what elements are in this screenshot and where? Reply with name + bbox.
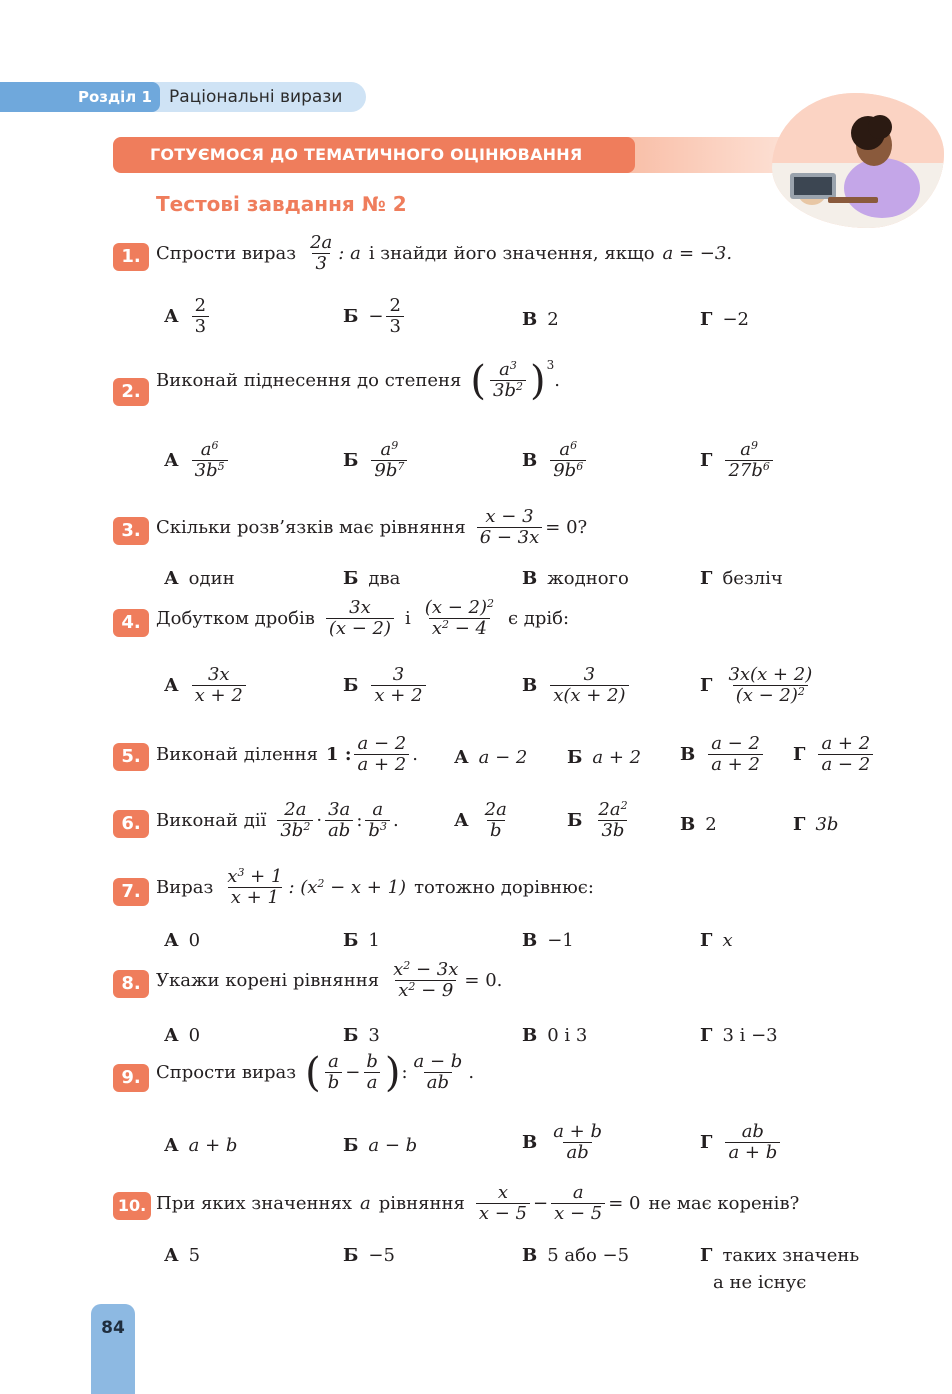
option-text: a + 2: [592, 747, 642, 768]
fraction: [595, 800, 630, 841]
left-paren: (: [470, 357, 486, 404]
option-letter: Б: [343, 450, 359, 472]
denominator: 3: [192, 316, 209, 337]
option-text: a + b: [188, 1135, 238, 1156]
option-a[interactable]: [164, 568, 235, 589]
variable: a: [360, 1193, 371, 1215]
denominator: x + 2: [192, 685, 246, 706]
denominator: a + 2: [708, 754, 763, 775]
question-text: є дріб:: [507, 608, 570, 630]
option-text: a − b: [368, 1135, 418, 1156]
option-letter: В: [522, 450, 538, 472]
punctuation: .: [554, 370, 560, 392]
question-number: 3.: [113, 517, 149, 545]
numerator: $a^6$: [559, 439, 578, 460]
left-paren: (: [305, 1049, 321, 1096]
fraction: [224, 867, 285, 908]
right-paren: ): [384, 1049, 401, 1096]
fraction: [725, 1122, 780, 1163]
option-letter: Г: [700, 930, 713, 951]
numerator: 2: [389, 295, 401, 316]
option-b[interactable]: [343, 930, 380, 951]
question-number: 5.: [113, 743, 149, 771]
option-c[interactable]: [522, 930, 574, 951]
option-letter: А: [454, 747, 469, 768]
section-label: Розділ 1: [0, 82, 160, 112]
question-number: 10.: [113, 1192, 151, 1220]
section-title: Раціональні вирази: [169, 87, 343, 107]
option-a[interactable]: [164, 296, 212, 337]
fraction: [307, 233, 335, 274]
denominator: $x^2 - 4$: [429, 618, 490, 639]
denominator: 3b: [598, 820, 627, 841]
option-letter: А: [454, 810, 469, 832]
question-8: [156, 960, 502, 1001]
numerator: $a^9$: [740, 439, 759, 460]
numerator: $x^3 + 1$: [227, 866, 283, 887]
option-text: безліч: [722, 568, 783, 589]
denominator: 6 − 3x: [477, 527, 543, 548]
question-text: Спрости вираз: [156, 1062, 297, 1084]
question-number: 6.: [113, 810, 149, 838]
option-b[interactable]: [343, 1025, 380, 1046]
question-6: [156, 800, 399, 841]
denominator: $x^2 - 9$: [395, 980, 456, 1001]
option-letter: А: [164, 306, 179, 328]
operator: −: [345, 1062, 361, 1084]
student-illustration: [772, 93, 944, 228]
option-letter: Б: [567, 747, 583, 768]
denominator: a − 2: [818, 754, 873, 775]
option-letter: Б: [343, 1245, 359, 1266]
test-subtitle: Тестові завдання № 2: [156, 192, 407, 216]
option-letter: А: [164, 930, 179, 951]
question-text: тотожно дорівнює:: [414, 877, 594, 899]
option-d[interactable]: [700, 665, 818, 706]
numerator: ab: [741, 1121, 764, 1142]
question-text: Спрости вираз: [156, 243, 297, 265]
option-a[interactable]: [164, 665, 249, 706]
denominator: x − 5: [476, 1203, 530, 1224]
option-letter: Г: [700, 1245, 713, 1266]
punctuation: .: [392, 810, 399, 832]
option-text: 3 і −3: [722, 1025, 778, 1046]
denominator: x(x + 2): [550, 685, 628, 706]
page-number: 84: [101, 1318, 125, 1338]
fraction: [363, 1052, 381, 1093]
option-letter: А: [164, 1245, 179, 1266]
option-letter: В: [522, 1245, 538, 1266]
option-text: 1: [368, 930, 380, 951]
option-letter: В: [522, 309, 538, 330]
option-letter: Г: [793, 744, 806, 766]
fraction: [325, 1052, 343, 1093]
denominator: (x − 2): [326, 618, 394, 639]
numerator: 2a: [284, 799, 307, 820]
option-letter: А: [164, 568, 179, 589]
fraction: [550, 440, 586, 481]
question-10: [156, 1183, 799, 1224]
option-d-continuation: [713, 1272, 806, 1293]
option-text: 2: [705, 814, 717, 835]
question-text: рівняння: [378, 1193, 465, 1215]
question-9: [156, 1049, 475, 1096]
option-letter: В: [522, 568, 538, 589]
fraction: [476, 1183, 530, 1224]
option-d[interactable]: [700, 1245, 859, 1266]
numerator: a + b: [553, 1121, 602, 1142]
option-b[interactable]: [343, 296, 407, 337]
banner-title: ГОТУЄМОСЯ ДО ТЕМАТИЧНОГО ОЦІНЮВАННЯ: [113, 137, 635, 173]
option-a[interactable]: [454, 747, 527, 768]
expression: = 0: [608, 1193, 641, 1215]
option-letter: В: [680, 814, 696, 835]
option-text: a − 2: [478, 747, 528, 768]
numerator: a − 2: [357, 733, 407, 754]
fraction: [490, 360, 526, 401]
numerator: 3x: [349, 597, 371, 618]
fraction: [325, 800, 353, 841]
numerator: $a^3$: [499, 359, 517, 380]
option-b[interactable]: [343, 440, 410, 481]
option-prefix: −: [368, 306, 384, 328]
numerator: a: [572, 1182, 584, 1203]
numerator: $a^6$: [200, 439, 219, 460]
question-1: [156, 233, 732, 274]
question-number: 2.: [113, 378, 149, 406]
denominator: $b^3$: [365, 820, 390, 841]
fraction: [371, 440, 407, 481]
question-text: Виконай ділення: [156, 744, 319, 766]
option-text: 0: [188, 1025, 201, 1046]
fraction: [192, 665, 246, 706]
fraction: [550, 665, 628, 706]
numerator: a: [328, 1051, 339, 1072]
denominator: a + b: [725, 1142, 780, 1163]
numerator: a − b: [413, 1051, 463, 1072]
option-text: 0 і 3: [547, 1025, 588, 1046]
numerator: 2a: [484, 799, 507, 820]
question-number: 8.: [113, 970, 149, 998]
option-letter: Б: [343, 1135, 359, 1156]
question-number: 7.: [113, 878, 149, 906]
question-number: 1.: [113, 243, 149, 271]
option-d[interactable]: [793, 734, 876, 775]
question-text: Вираз: [156, 877, 214, 899]
fraction: [551, 1183, 605, 1224]
fraction: [411, 1052, 466, 1093]
denominator: $27b^6$: [725, 460, 772, 481]
denominator: ab: [424, 1072, 452, 1093]
option-text: 5: [188, 1245, 201, 1266]
option-letter: Б: [567, 810, 583, 832]
numerator: 3x(x + 2): [728, 664, 813, 685]
numerator: $(x - 2)^2$: [424, 597, 494, 618]
denominator: x + 2: [371, 685, 425, 706]
fraction: [390, 960, 461, 1001]
numerator: x: [497, 1182, 509, 1203]
denominator: $3b^5$: [192, 460, 228, 481]
fraction: [371, 665, 425, 706]
option-letter: В: [522, 675, 538, 697]
option-text: один: [188, 568, 235, 589]
student-photo: [772, 93, 944, 228]
operator: :: [401, 1062, 408, 1084]
option-c[interactable]: [680, 734, 766, 775]
option-d[interactable]: [793, 814, 838, 835]
right-paren: ): [529, 357, 546, 404]
question-text: Добутком дробів: [156, 608, 315, 630]
numerator: $2a^2$: [598, 799, 628, 820]
expression: : a: [338, 243, 361, 265]
numerator: x − 3: [485, 506, 534, 527]
option-letter: Г: [700, 450, 713, 472]
denominator: $(x - 2)^2$: [733, 685, 808, 706]
question-2: [156, 357, 560, 404]
question-text: і знайди його значення, якщо: [368, 243, 655, 265]
question-4: [156, 598, 569, 639]
option-text: −5: [368, 1245, 395, 1266]
fraction: [354, 734, 409, 775]
fraction: [192, 296, 209, 337]
option-text: a не існує: [713, 1272, 807, 1293]
denominator: ab: [325, 820, 353, 841]
numerator: 3x: [207, 664, 230, 685]
option-letter: В: [522, 1132, 538, 1154]
option-letter: В: [680, 744, 696, 766]
numerator: 2a: [310, 232, 333, 253]
fraction: [482, 800, 510, 841]
question-number: 9.: [113, 1064, 149, 1092]
question-3: [156, 507, 587, 548]
option-text: жодного: [547, 568, 629, 589]
question-7: [156, 867, 594, 908]
question-5: [156, 734, 418, 775]
option-text: два: [368, 568, 401, 589]
option-d[interactable]: [700, 1122, 783, 1163]
fraction: [365, 800, 390, 841]
question-text: Виконай піднесення до степеня: [156, 370, 462, 392]
option-letter: Г: [700, 1132, 713, 1154]
option-c[interactable]: [522, 1245, 629, 1266]
denominator: $9b^7$: [371, 460, 407, 481]
option-text: 2: [547, 309, 559, 330]
option-letter: Г: [700, 568, 713, 589]
option-b[interactable]: [343, 665, 429, 706]
option-b[interactable]: [343, 1135, 417, 1156]
option-text: −2: [722, 309, 749, 330]
fraction: [725, 665, 815, 706]
fraction: [386, 296, 403, 337]
fraction: [422, 598, 497, 639]
fraction: [708, 734, 763, 775]
option-a[interactable]: [454, 800, 513, 841]
option-text: таких значень: [722, 1245, 860, 1266]
numerator: $a^9$: [380, 439, 399, 460]
option-letter: Г: [700, 309, 713, 330]
option-c[interactable]: [522, 1122, 608, 1163]
numerator: 3: [583, 664, 596, 685]
fraction: [326, 598, 394, 639]
numerator: $x^2 - 3x$: [393, 959, 459, 980]
option-c[interactable]: [522, 440, 589, 481]
punctuation: .: [468, 1062, 475, 1084]
expression: = 0?: [545, 517, 588, 539]
denominator: $9b^6$: [550, 460, 586, 481]
numerator: 2: [194, 295, 207, 316]
denominator: 3: [312, 253, 329, 274]
denominator: ab: [563, 1142, 591, 1163]
denominator: $3b^2$: [277, 820, 313, 841]
option-letter: Б: [343, 306, 359, 328]
option-letter: Г: [700, 675, 713, 697]
expression: : $(x^2 - x + 1)$: [288, 877, 407, 899]
numerator: 3a: [328, 799, 351, 820]
fraction: [550, 1122, 605, 1163]
question-text: Скільки розв’язків має рівняння: [156, 517, 466, 539]
question-text: Укажи корені рівняння: [156, 970, 380, 992]
punctuation: .: [412, 744, 418, 766]
option-letter: А: [164, 1025, 179, 1046]
option-text: 0: [188, 930, 201, 951]
numerator: 3: [392, 664, 405, 685]
option-a[interactable]: [164, 1135, 237, 1156]
numerator: a + 2: [821, 733, 871, 754]
fraction: [818, 734, 873, 775]
option-text: 3: [368, 1025, 380, 1046]
option-letter: Б: [343, 675, 359, 697]
option-a[interactable]: [164, 930, 200, 951]
option-text: 5 або −5: [547, 1245, 630, 1266]
option-d[interactable]: [700, 309, 749, 330]
option-b[interactable]: [343, 1245, 395, 1266]
option-b[interactable]: [567, 747, 641, 768]
option-letter: Б: [343, 1025, 359, 1046]
option-letter: В: [522, 930, 538, 951]
option-text: −1: [547, 930, 574, 951]
option-letter: А: [164, 450, 179, 472]
option-b[interactable]: [567, 800, 634, 841]
option-letter: А: [164, 675, 179, 697]
option-letter: Б: [343, 568, 359, 589]
question-number: 4.: [113, 609, 149, 637]
option-d[interactable]: [700, 568, 783, 589]
fraction: [277, 800, 313, 841]
question-text: не має коренів?: [648, 1193, 800, 1215]
fraction: [192, 440, 228, 481]
denominator: a + 2: [354, 754, 409, 775]
option-letter: А: [164, 1135, 179, 1156]
option-letter: Б: [343, 930, 359, 951]
option-c[interactable]: [522, 568, 629, 589]
denominator: x − 5: [551, 1203, 605, 1224]
exponent: 3: [546, 358, 555, 372]
section-header: [0, 82, 366, 112]
condition: a = −3.: [662, 243, 733, 265]
question-text: При яких значеннях: [156, 1193, 353, 1215]
fraction: [477, 507, 543, 548]
option-letter: Г: [700, 1025, 713, 1046]
numerator: b: [366, 1051, 378, 1072]
denominator: a: [364, 1072, 381, 1093]
operator: −: [533, 1193, 549, 1215]
operator: :: [356, 810, 363, 832]
option-b[interactable]: [343, 568, 400, 589]
option-letter: В: [522, 1025, 538, 1046]
option-c[interactable]: [522, 1025, 587, 1046]
numerator: a: [372, 799, 384, 820]
denominator: $3b^2$: [490, 380, 526, 401]
conjunction: і: [405, 608, 411, 630]
expression: 1 :: [326, 744, 352, 766]
option-a[interactable]: [164, 440, 231, 481]
expression: = 0.: [464, 970, 503, 992]
fraction: [725, 440, 772, 481]
numerator: a − 2: [711, 733, 760, 754]
denominator: 3: [386, 316, 403, 337]
option-a[interactable]: [164, 1245, 200, 1266]
option-d[interactable]: [700, 440, 776, 481]
option-c[interactable]: [680, 814, 717, 835]
denominator: b: [487, 820, 505, 841]
option-letter: Г: [793, 814, 806, 835]
denominator: x + 1: [228, 887, 282, 908]
option-d[interactable]: [700, 1025, 778, 1046]
operator: ·: [316, 810, 323, 832]
option-c[interactable]: [522, 309, 559, 330]
option-text: x: [722, 930, 733, 951]
option-a[interactable]: [164, 1025, 200, 1046]
option-d[interactable]: [700, 930, 733, 951]
option-c[interactable]: [522, 665, 632, 706]
denominator: b: [325, 1072, 343, 1093]
question-text: Виконай дії: [156, 810, 267, 832]
option-text: 3b: [815, 814, 839, 835]
